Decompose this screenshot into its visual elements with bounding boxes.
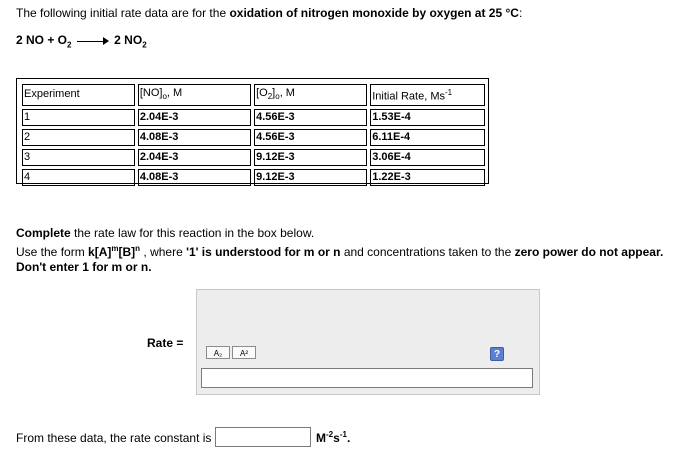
header-o2-concentration: $[O_2]_o$, M [254,84,367,106]
instructions-line-1: Complete the rate law for this reaction in the box below. [16,226,315,240]
equation-reactant-subscript: 2 [67,40,72,50]
help-icon[interactable]: ? [490,347,504,361]
rate-constant-unit: $M^{-2}s^{-1}$. [316,430,351,445]
answer-panel [196,289,540,395]
cell-no: 2.04E-3 [138,149,251,166]
rate-label: Rate = [147,336,184,350]
table-row [22,149,485,166]
header-no-concentration: $[NO]_o$, M [138,84,251,106]
rate-data-table [19,81,488,189]
cell-rate: 1.53E-4 [370,109,485,126]
cell-o2: 9.12E-3 [254,149,367,166]
instructions [16,226,663,275]
reaction-arrow-icon [77,36,109,46]
instructions-line-2: Use the form $k[A]^m[B]^n$ , where '1' is understood for m or n and concentrations taken to the zero power do not appear. [16,244,664,259]
header-initial-rate: Initial Rate, $Ms^{-1}$ [370,84,485,106]
superscript-button[interactable]: A² [232,346,256,359]
cell-o2: 9.12E-3 [254,169,367,186]
cell-experiment: 1 [22,109,135,126]
intro-suffix: : [518,6,523,20]
intro-text [16,6,522,20]
cell-no: 4.08E-3 [138,129,251,146]
rate-constant-input[interactable] [215,427,311,447]
cell-experiment: 4 [22,169,135,186]
cell-rate: 3.06E-4 [370,149,485,166]
cell-rate: 6.11E-4 [370,129,485,146]
cell-o2: 4.56E-3 [254,109,367,126]
rate-constant-label: From these data, the rate constant is [16,431,212,445]
rate-data-table-frame [16,78,489,184]
equation-products: 2 NO [114,33,143,47]
table-row [22,129,485,146]
reaction-equation [16,33,147,49]
cell-rate: 1.22E-3 [370,169,485,186]
table-header-row [22,84,485,106]
cell-o2: 4.56E-3 [254,129,367,146]
header-experiment: Experiment [22,84,135,106]
intro-prefix: The following initial rate data are for the [16,6,230,20]
cell-no: 2.04E-3 [138,109,251,126]
subscript-button[interactable]: A₂ [206,346,230,359]
intro-topic: oxidation of nitrogen monoxide by oxygen at 25 °C [229,6,519,20]
cell-no: 4.08E-3 [138,169,251,186]
cell-experiment: 2 [22,129,135,146]
table-row [22,169,485,186]
equation-reactants: 2 NO + O [16,33,68,47]
equation-product-subscript: 2 [142,40,147,50]
instructions-line-3: Don't enter 1 for m or n. [16,260,152,274]
cell-experiment: 3 [22,149,135,166]
table-row [22,109,485,126]
rate-law-input[interactable] [201,368,533,388]
